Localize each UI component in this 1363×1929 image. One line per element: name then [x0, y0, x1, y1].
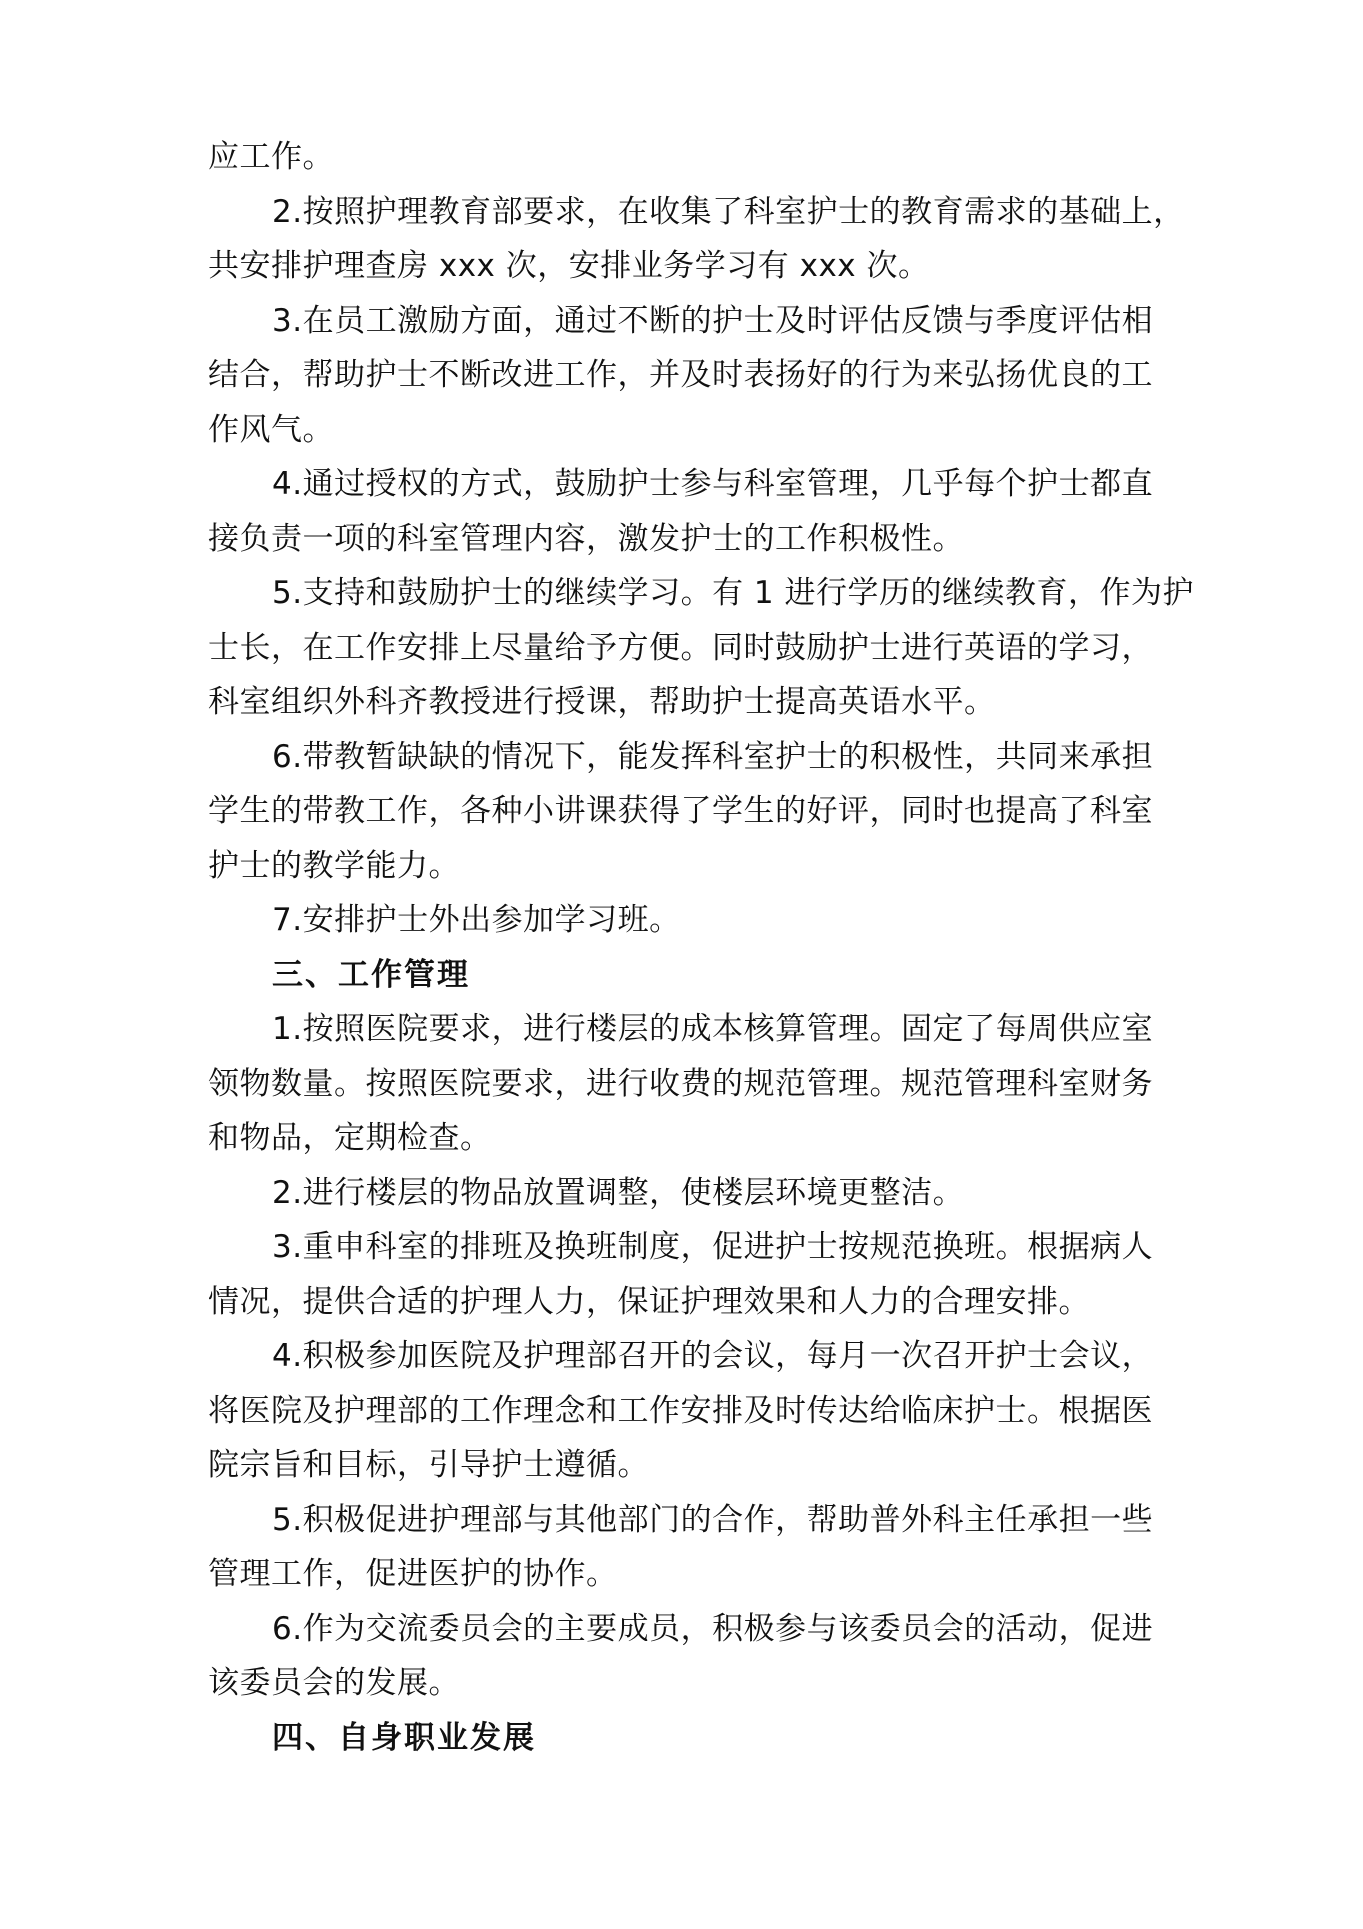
management-item-1-line-3: 和物品，定期检查。	[208, 1120, 492, 1156]
list-item-4-line-1: 4.通过授权的方式，鼓励护士参与科室管理，几乎每个护士都直	[272, 466, 1154, 502]
management-item-6-line-2: 该委员会的发展。	[208, 1665, 460, 1701]
text-line: 应工作。	[208, 139, 334, 175]
section-heading-work-management: 三、工作管理	[272, 956, 470, 993]
section-heading-career-development: 四、自身职业发展	[272, 1719, 536, 1756]
list-item-5-line-3: 科室组织外科齐教授进行授课，帮助护士提高英语水平。	[208, 684, 996, 720]
list-item-3-line-3: 作风气。	[208, 411, 334, 448]
management-item-1-line-1: 1.按照医院要求，进行楼层的成本核算管理。固定了每周供应室	[272, 1011, 1154, 1047]
list-item-6-line-2: 学生的带教工作，各种小讲课获得了学生的好评，同时也提高了科室	[208, 793, 1153, 829]
management-item-6-line-1: 6.作为交流委员会的主要成员，积极参与该委员会的活动，促进	[272, 1610, 1154, 1647]
management-item-2-line-1: 2.进行楼层的物品放置调整，使楼层环境更整洁。	[272, 1174, 965, 1211]
list-item-4-line-2: 接负责一项的科室管理内容，激发护士的工作积极性。	[208, 520, 964, 557]
list-item-2-line-1: 2.按照护理教育部要求，在收集了科室护士的教育需求的基础上，	[272, 193, 1185, 230]
management-item-1-line-2: 领物数量。按照医院要求，进行收费的规范管理。规范管理科室财务	[208, 1065, 1153, 1102]
list-item-5-line-1: 5.支持和鼓励护士的继续学习。有 1 进行学历的继续教育，作为护	[272, 575, 1195, 611]
list-item-2-line-2: 共安排护理查房 xxx 次，安排业务学习有 xxx 次。	[208, 248, 930, 284]
management-item-3-line-1: 3.重申科室的排班及换班制度，促进护士按规范换班。根据病人	[272, 1229, 1154, 1265]
list-item-5-line-2: 士长，在工作安排上尽量给予方便。同时鼓励护士进行英语的学习，	[208, 629, 1153, 666]
document-body	[208, 130, 1195, 1765]
management-item-3-line-2: 情况，提供合适的护理人力，保证护理效果和人力的合理安排。	[208, 1283, 1090, 1320]
management-item-4-line-1: 4.积极参加医院及护理部召开的会议，每月一次召开护士会议，	[272, 1338, 1154, 1374]
list-item-6-line-1: 6.带教暂缺缺的情况下，能发挥科室护士的积极性，共同来承担	[272, 738, 1154, 775]
list-item-3-line-2: 结合，帮助护士不断改进工作，并及时表扬好的行为来弘扬优良的工	[208, 357, 1153, 393]
list-item-3-line-1: 3.在员工激励方面，通过不断的护士及时评估反馈与季度评估相	[272, 302, 1154, 339]
list-item-6-line-3: 护士的教学能力。	[208, 847, 460, 884]
management-item-5-line-2: 管理工作，促进医护的协作。	[208, 1556, 618, 1592]
management-item-4-line-2: 将医院及护理部的工作理念和工作安排及时传达给临床护士。根据医	[208, 1392, 1153, 1429]
list-item-7-line-1: 7.安排护士外出参加学习班。	[272, 902, 681, 938]
management-item-4-line-3: 院宗旨和目标，引导护士遵循。	[208, 1447, 649, 1483]
management-item-5-line-1: 5.积极促进护理部与其他部门的合作，帮助普外科主任承担一些	[272, 1501, 1154, 1538]
